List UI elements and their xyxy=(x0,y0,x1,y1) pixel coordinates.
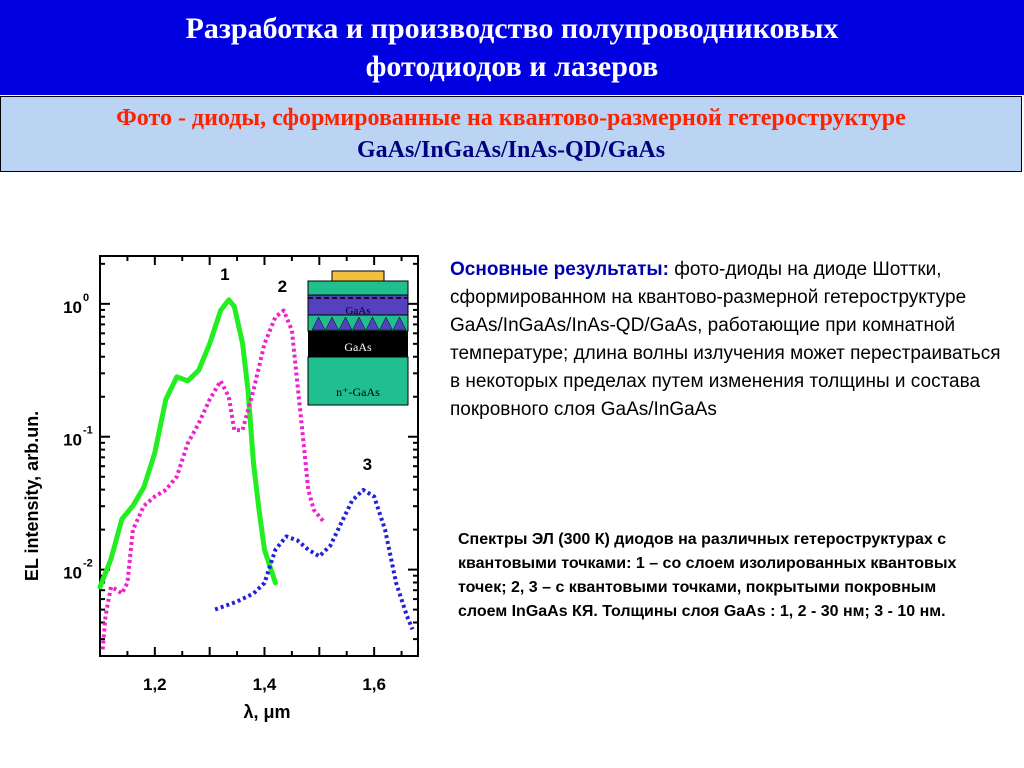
figure-caption: Спектры ЭЛ (300 К) диодов на различных гетероструктурах с квантовыми точками: 1 – со слоем изолированных квантовых точек; 2, 3 – с квантовыми точками, покрытыми покровным слоем InGaAs КЯ. Толщины слоя GaAs : 1, 2 - 30 нм; 3 - 10 нм. xyxy=(458,531,957,620)
inset-label-substrate: n⁺-GaAs xyxy=(336,385,380,399)
curve-label-3: 3 xyxy=(362,454,373,474)
y-tick-exponent: -1 xyxy=(83,424,93,437)
curve-label-1: 1 xyxy=(220,264,230,284)
y-tick-label: 10 xyxy=(63,563,82,583)
curve-label-2: 2 xyxy=(277,276,288,296)
y-tick-exponent: 0 xyxy=(83,291,90,304)
inset-layer-green-top xyxy=(308,281,408,295)
inset-label-gaas-mid: GaAs xyxy=(344,340,372,354)
results-heading: Основные результаты: xyxy=(450,259,669,280)
inset-contact xyxy=(332,271,384,281)
y-tick-label: 10 xyxy=(63,430,82,450)
page-title-line1: Разработка и производство полупроводниковых xyxy=(185,12,839,45)
y-tick-label: 10 xyxy=(63,297,82,317)
subtitle-line2: GaAs/InGaAs/InAs-QD/GaAs xyxy=(356,137,666,163)
title-bar xyxy=(0,0,1024,95)
y-axis-label: EL intensity, arb.un. xyxy=(22,410,42,582)
results-block xyxy=(450,256,1010,424)
subtitle-line1: Фото - диоды, сформированные на квантово-размерной гетероструктуре xyxy=(116,105,906,131)
results-text: фото-диоды на диоде Шоттки, сформированном на квантово-размерной гетероструктуре GaAs/InGaAs/InAs-QD/GaAs, работающие при комнатной температуре; длина волны излучения может перестраиваться в некоторых пределах путем изменения толщины и состава покровного слоя GaAs/InGaAs xyxy=(450,259,1001,420)
series-2-line xyxy=(103,311,325,650)
y-tick-exponent: -2 xyxy=(83,557,93,570)
x-tick-label: 1,2 xyxy=(143,675,167,694)
x-tick-label: 1,4 xyxy=(252,675,277,694)
heterostructure-inset xyxy=(308,271,408,405)
x-tick-label: 1,6 xyxy=(362,675,386,694)
subtitle-bar xyxy=(0,96,1022,172)
page-title-line2: фотодиодов и лазеров xyxy=(365,50,659,83)
el-spectra-chart xyxy=(0,240,440,740)
inset-label-gaas-top: GaAs xyxy=(345,305,371,317)
x-axis-label: λ, μm xyxy=(243,702,291,722)
